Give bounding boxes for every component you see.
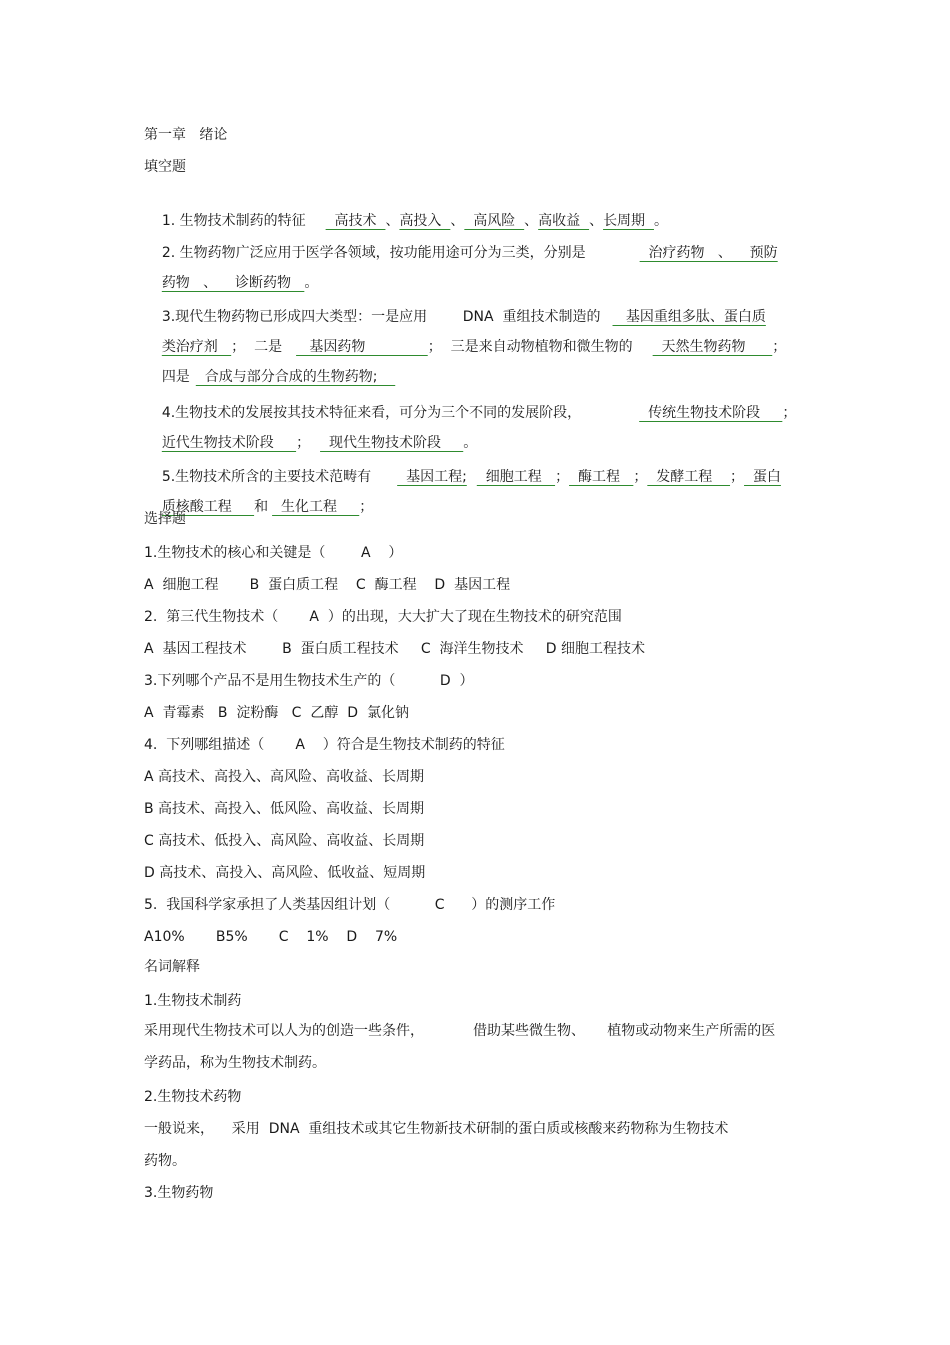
answer-blank: 基因重组多肽、蛋白质 — [612, 309, 766, 325]
answer-blank: 治疗药物 、 预防 — [639, 245, 778, 261]
term-heading: 名词解释 — [144, 959, 200, 975]
term-body: 采用现代生物技术可以人为的创造一些条件， 借助某些微生物、 植物或动物来生产所需的医 — [144, 1023, 776, 1039]
answer-blank: 传统生物技术阶段 — [639, 405, 783, 421]
separator: ； — [730, 469, 745, 485]
fill-question-1 — [144, 191, 668, 229]
choice-line: A 基因工程技术 B 蛋白质工程技术 C 海洋生物技术 D 细胞工程技术 — [144, 641, 645, 657]
question-text: ； 三是来自动物植物和微生物的 — [427, 339, 633, 355]
choice-line: 4. 下列哪组描述（ A ）符合是生物技术制药的特征 — [144, 737, 505, 753]
choice-line: 2. 第三代生物技术（ A ）的出现，大大扩大了现在生物技术的研究范围 — [144, 609, 622, 625]
answer-blank: 高风险 — [464, 213, 525, 229]
term-body: 药物。 — [144, 1153, 186, 1169]
fill-question-5 — [144, 447, 781, 485]
question-text: ； 二是 — [231, 339, 283, 355]
answer-blank: 发酵工程 — [647, 469, 731, 485]
term-title: 2.生物技术药物 — [144, 1089, 242, 1105]
answer-blank: 高技术 — [325, 213, 386, 229]
answer-blank: 蛋白 — [744, 469, 781, 485]
answer-blank: 高收益 — [538, 213, 590, 229]
choice-line: C 高技术、低投入、高风险、高收益、长周期 — [144, 833, 425, 849]
answer-blank: 生化工程 — [272, 499, 360, 515]
fill-question-4 — [144, 383, 797, 421]
choice-line: 1.生物技术的核心和关键是（ A ） — [144, 545, 403, 561]
fill-question-4-cont — [144, 413, 478, 451]
term-body: 学药品，称为生物技术制药。 — [144, 1055, 326, 1071]
question-text: 四是 — [161, 369, 190, 385]
separator: ； — [296, 435, 311, 451]
fill-question-3-cont2 — [144, 347, 396, 385]
answer-blank: 近代生物技术阶段 — [161, 435, 297, 451]
separator: ； — [555, 469, 570, 485]
choice-line: 3.下列哪个产品不是用生物技术生产的（ D ） — [144, 673, 474, 689]
answer-blank: 天然生物药物 — [652, 339, 773, 355]
question-text: 5.生物技术所含的主要技术范畴有 — [161, 469, 372, 485]
answer-blank: 药物 、 诊断药物 — [161, 275, 305, 291]
chapter-title: 第一章 绪论 — [144, 127, 228, 143]
fill-question-3 — [144, 287, 766, 325]
answer-blank: 合成与部分合成的生物药物; — [195, 369, 396, 385]
answer-blank: 长周期 — [603, 213, 654, 229]
choice-line: B 高技术、高投入、低风险、高收益、长周期 — [144, 801, 425, 817]
fill-heading: 填空题 — [144, 159, 186, 175]
question-text: 和 — [254, 499, 269, 515]
choice-line: A 细胞工程 B 蛋白质工程 C 酶工程 D 基因工程 — [144, 577, 511, 593]
answer-blank: 质核酸工程 — [161, 499, 255, 515]
separator: 。 — [463, 435, 478, 451]
separator: ； — [772, 339, 787, 355]
answer-blank: 类治疗剂 — [161, 339, 232, 355]
question-text: 1. 生物技术制药的特征 — [161, 213, 306, 229]
choice-line: A 高技术、高投入、高风险、高收益、长周期 — [144, 769, 425, 785]
choice-line: A10% B5% C 1% D 7% — [144, 929, 398, 945]
fill-question-3-cont — [144, 317, 787, 355]
choice-line: 5. 我国科学家承担了人类基因组计划（ C ）的测序工作 — [144, 897, 556, 913]
separator: 、 — [385, 213, 400, 229]
question-text: 2. 生物药物广泛应用于医学各领域，按功能用途可分为三类，分别是 — [161, 245, 586, 261]
answer-blank: 基因药物 — [296, 339, 428, 355]
separator: 、 — [450, 213, 465, 229]
answer-blank: 细胞工程 — [476, 469, 556, 485]
fill-question-2 — [144, 223, 778, 261]
fill-question-5-cont — [144, 477, 374, 515]
separator: 。 — [653, 213, 668, 229]
separator: ； — [633, 469, 648, 485]
question-text: 4.生物技术的发展按其技术特征来看，可分为三个不同的发展阶段， — [161, 405, 582, 421]
fill-question-2-cont — [144, 253, 319, 291]
question-text: 3.现代生物药物已形成四大类型：一是应用 DNA 重组技术制造的 — [161, 309, 601, 325]
term-title: 3.生物药物 — [144, 1185, 214, 1201]
term-body: 一般说来， 采用 DNA 重组技术或其它生物新技术研制的蛋白质或核酸来药物称为生物技术 — [144, 1121, 729, 1137]
separator: 、 — [524, 213, 539, 229]
answer-blank: 基因工程; — [397, 469, 467, 485]
answer-blank: 高投入 — [399, 213, 451, 229]
choice-line: D 高技术、高投入、高风险、低收益、短周期 — [144, 865, 426, 881]
separator: ； — [782, 405, 797, 421]
separator: 。 — [304, 275, 319, 291]
separator: 、 — [589, 213, 604, 229]
answer-blank: 现代生物技术阶段 — [320, 435, 464, 451]
choice-line: A 青霉素 B 淀粉酶 C 乙醇 D 氯化钠 — [144, 705, 409, 721]
choice-heading: 选择题 — [144, 511, 186, 527]
answer-blank: 酶工程 — [569, 469, 634, 485]
separator: ； — [359, 499, 374, 515]
term-title: 1.生物技术制药 — [144, 993, 242, 1009]
